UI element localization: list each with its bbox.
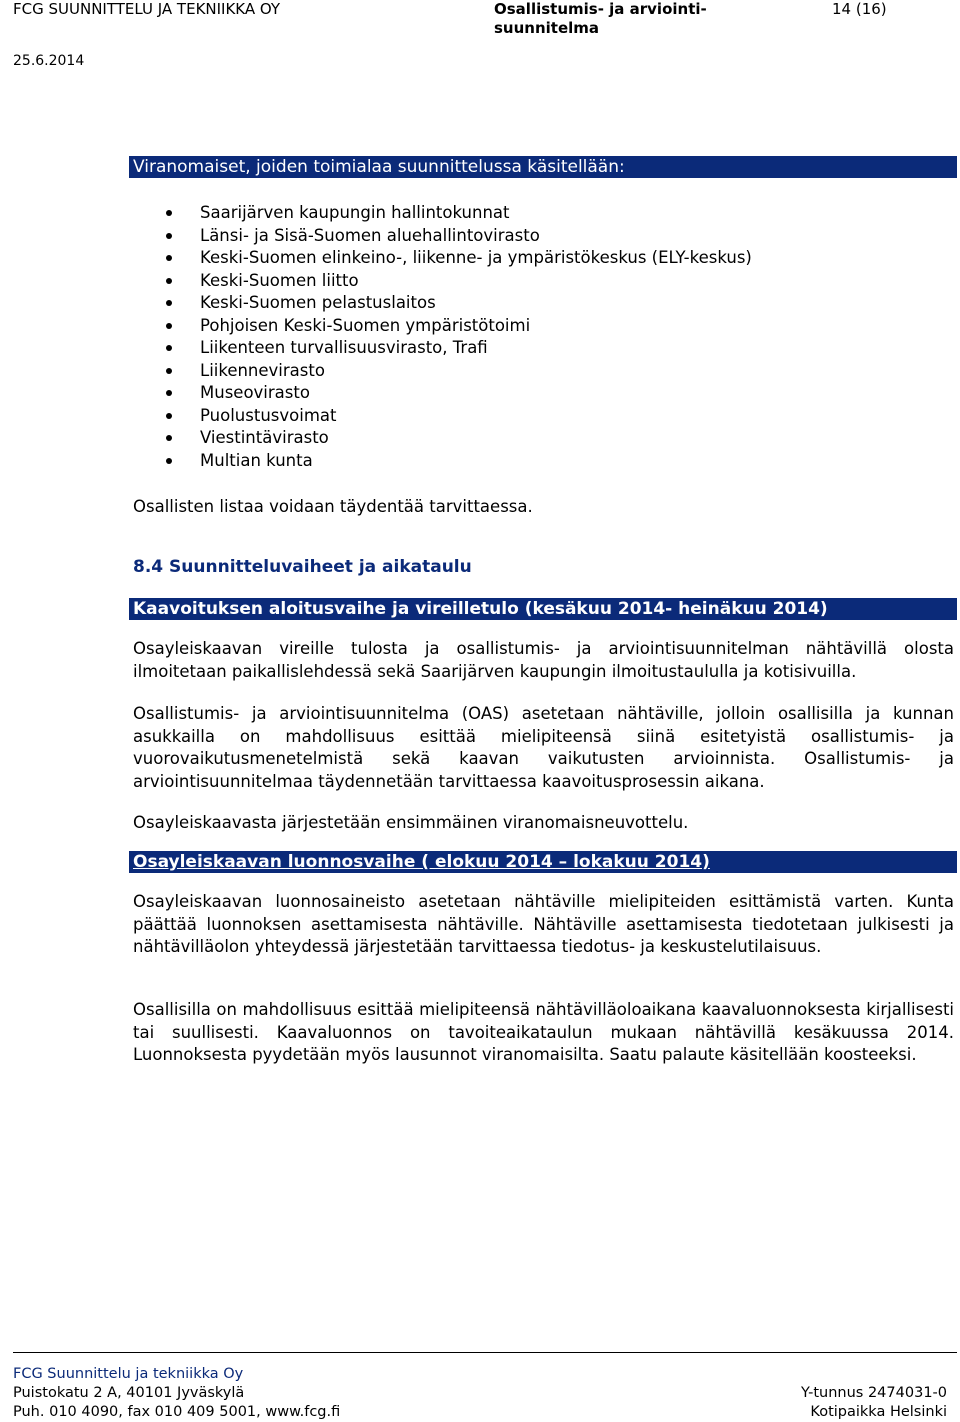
list-item: Museovirasto	[162, 382, 752, 405]
agencies-section-bar: Viranomaiset, joiden toimialaa suunnittelussa käsitellään:	[129, 156, 957, 178]
footer-right	[801, 1384, 947, 1422]
phase1-paragraph-3: Osayleiskaavasta järjestetään ensimmäinen viranomaisneuvottelu.	[133, 813, 689, 832]
phase2-paragraph-2: Osallisilla on mahdollisuus esittää mielipiteensä nähtävilläoloaikana kaavaluonnoksesta kirjallisesti tai suullisesti. Kaavaluonnos on tavoiteaikataulun mukaan nähtävillä kesäkuussa 2014. Luonnoksesta pyydetään myös lausunnot viranomaisilta. Saatu palaute käsitellään koosteeksi.	[133, 1000, 954, 1064]
phase1-paragraph-1: Osayleiskaavan vireille tulosta ja osallistumis- ja arviointisuunnitelman nähtävillä olosta ilmoitetaan paikallislehdessä sekä Saarijärven kaupungin ilmoitustaululla ja kotisivuilla.	[133, 639, 954, 681]
footer-business-id: Y-tunnus 2474031-0	[800, 1385, 947, 1401]
list-item: Pohjoisen Keski-Suomen ympäristötoimi	[162, 315, 752, 338]
bullet-icon	[166, 278, 172, 284]
footer-org: FCG Suunnittelu ja tekniikka Oy	[13, 1366, 244, 1382]
footer-domicile: Kotipaikka Helsinki	[810, 1404, 947, 1420]
phase2-paragraph-1: Osayleiskaavan luonnosaineisto asetetaan nähtäville mielipiteiden esittämistä varten. Kunta päättää luonnoksen asettamisesta nähtäville. Nähtäville asettamisesta tiedotetaan julkisesti ja nähtävilläolon yhteydessä järjestetään tarvittaessa tiedotus- ja keskustelutilaisuus.	[133, 892, 954, 956]
footer-phone: Puh. 010 4090, fax 010 409 5001, www.fcg.fi	[13, 1404, 341, 1420]
footer-divider	[13, 1352, 957, 1353]
list-item: Liikenteen turvallisuusvirasto, Trafi	[162, 337, 752, 360]
footer-address: Puistokatu 2 A, 40101 Jyväskylä	[13, 1385, 245, 1401]
list-item: Liikennevirasto	[162, 360, 752, 383]
list-item: Saarijärven kaupungin hallintokunnat	[162, 202, 752, 225]
list-item: Keski-Suomen elinkeino-, liikenne- ja ympäristökeskus (ELY-keskus)	[162, 247, 752, 270]
header-date: 25.6.2014	[13, 53, 85, 69]
bullet-icon	[166, 390, 172, 396]
bullet-icon	[166, 368, 172, 374]
list-item: Viestintävirasto	[162, 427, 752, 450]
bullet-icon	[166, 323, 172, 329]
list-item: Keski-Suomen pelastuslaitos	[162, 292, 752, 315]
bullet-icon	[166, 413, 172, 419]
bullet-icon	[166, 300, 172, 306]
phase1-bar: Kaavoituksen aloitusvaihe ja vireilletulo (kesäkuu 2014- heinäkuu 2014)	[129, 598, 957, 620]
header-page-number: 14 (16)	[832, 0, 887, 18]
header-document-title: Osallistumis- ja arviointi-suunnitelma	[494, 0, 707, 37]
bullet-icon	[166, 458, 172, 464]
bullet-icon	[166, 210, 172, 216]
agencies-note: Osallisten listaa voidaan täydentää tarvittaessa.	[133, 497, 533, 516]
bullet-icon	[166, 345, 172, 351]
bullet-icon	[166, 435, 172, 441]
header-org: FCG SUUNNITTELU JA TEKNIIKKA OY	[13, 0, 281, 18]
bullet-icon	[166, 233, 172, 239]
footer-left	[13, 1365, 340, 1422]
agencies-list	[162, 202, 752, 472]
section-heading: 8.4 Suunnitteluvaiheet ja aikataulu	[133, 557, 472, 577]
list-item: Keski-Suomen liitto	[162, 270, 752, 293]
list-item: Länsi- ja Sisä-Suomen aluehallintovirasto	[162, 225, 752, 248]
list-item: Multian kunta	[162, 450, 752, 473]
phase1-paragraph-2: Osallistumis- ja arviointisuunnitelma (OAS) asetetaan nähtäville, jolloin osallisilla ja kunnan asukkailla on mahdollisuus esittää mielipiteensä siinä esitetyistä osallistumis- ja vuorovaikutusmenetelmistä sekä kaavan vaikutusten arvioinnista. Osallistumis- ja arviointisuunnitelmaa täydennetään tarvittaessa kaavoitusprosessin aikana.	[133, 704, 954, 791]
bullet-icon	[166, 255, 172, 261]
phase2-bar: Osayleiskaavan luonnosvaihe ( elokuu 2014 – lokakuu 2014)	[129, 851, 957, 873]
list-item: Puolustusvoimat	[162, 405, 752, 428]
